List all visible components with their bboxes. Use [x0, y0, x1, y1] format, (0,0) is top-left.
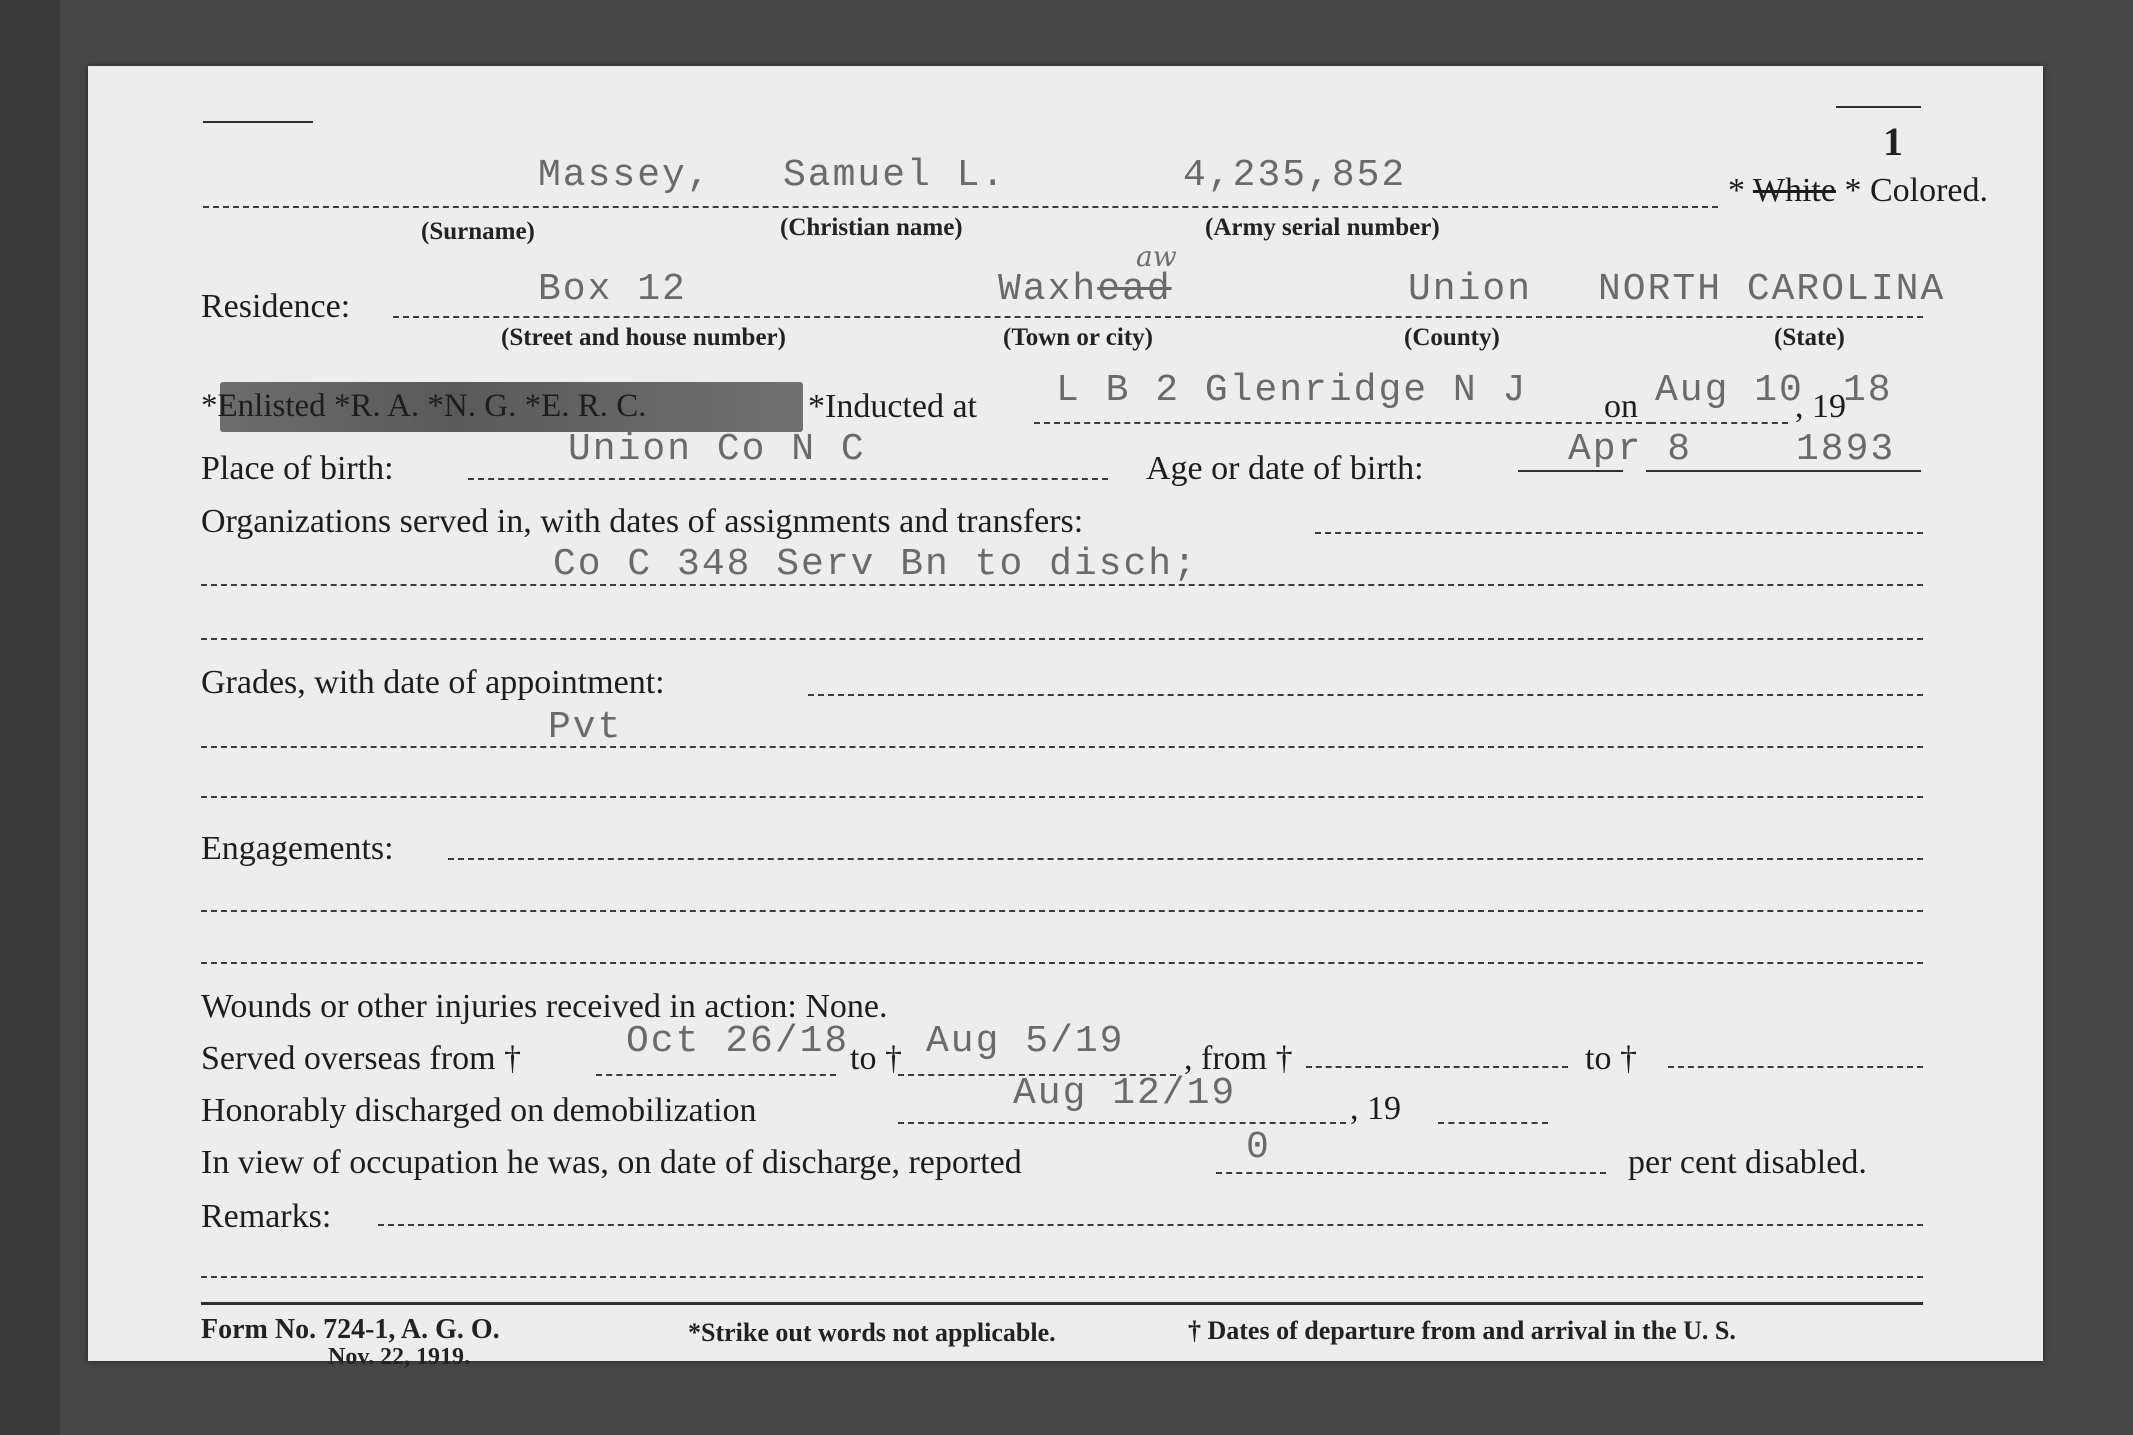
dagger-note: † Dates of departure from and arrival in the U. S.: [1188, 1316, 1736, 1345]
disability-label: In view of occupation he was, on date of discharge, reported: [201, 1144, 1022, 1181]
grades-line-1: [808, 694, 1923, 696]
disability-line: [1216, 1172, 1606, 1174]
remarks-label: Remarks:: [201, 1198, 332, 1235]
christian-name-caption: (Christian name): [780, 214, 963, 241]
engagements-line-3: [201, 962, 1923, 964]
serial-number-caption: (Army serial number): [1205, 214, 1440, 241]
remarks-line-2: [201, 1276, 1923, 1278]
organizations-value: Co C 348 Serv Bn to disch;: [553, 543, 1198, 586]
service-type-options: *Enlisted *R. A. *N. G. *E. R. C.: [201, 388, 647, 424]
draft-record-card: [88, 66, 2043, 1370]
town-struck: ead: [1097, 268, 1172, 311]
organizations-line-2: [201, 584, 1923, 586]
state-value: NORTH CAROLINA: [1598, 268, 1946, 311]
second-to-label: to †: [1585, 1040, 1637, 1077]
birthplace-value: Union Co N C: [568, 428, 866, 471]
name-line: [203, 206, 1718, 208]
form-date: Nov. 22, 1919.: [328, 1344, 471, 1370]
grades-line-2: [201, 746, 1923, 748]
form-number: Form No. 724-1, A. G. O.: [201, 1314, 500, 1345]
birthyear-value: 1893: [1796, 428, 1896, 471]
second-from-label: , from †: [1184, 1040, 1293, 1077]
surname-caption: (Surname): [421, 218, 535, 245]
town-correction: aw: [1136, 240, 1177, 273]
discharge-year-prefix: , 19: [1350, 1090, 1401, 1127]
discharge-year-line: [1438, 1122, 1548, 1124]
residence-line: [393, 316, 1923, 318]
discharge-line: [898, 1122, 1346, 1124]
engagements-line-1: [448, 858, 1923, 860]
inducted-date-line: [1650, 422, 1788, 424]
county-caption: (County): [1404, 324, 1500, 351]
street-value: Box 12: [538, 268, 687, 311]
scan-background: [0, 0, 60, 1435]
birthdate-line-b: [1646, 470, 1921, 472]
race-options: [1728, 172, 1988, 210]
wounds-label: Wounds or other injuries received in action: None.: [201, 988, 888, 1025]
birthplace-label: Place of birth:: [201, 450, 394, 487]
footer-rule: [201, 1302, 1923, 1305]
discharge-label: Honorably discharged on demobilization: [201, 1092, 757, 1129]
grade-value: Pvt: [548, 706, 623, 749]
corner-line-right: [1836, 106, 1921, 108]
overseas-label: Served overseas from †: [201, 1040, 522, 1077]
overseas-from-value: Oct 26/18: [626, 1020, 850, 1063]
card-number: 1: [1883, 119, 1903, 164]
second-to-line: [1668, 1066, 1923, 1068]
on-label: on: [1604, 388, 1638, 425]
grades-line-3: [201, 796, 1923, 798]
second-from-line: [1306, 1066, 1568, 1068]
race-white-struck: White: [1752, 172, 1836, 209]
birthdate-label: Age or date of birth:: [1146, 450, 1424, 487]
engagements-label: Engagements:: [201, 830, 394, 867]
inducted-label: *Inducted at: [808, 388, 977, 425]
race-colored: Colored.: [1869, 172, 1989, 209]
organizations-label: Organizations served in, with dates of assignments and transfers:: [201, 503, 1084, 540]
birthdate-line-a: [1518, 470, 1623, 472]
asterisk: *: [1728, 172, 1745, 209]
organizations-line-1: [1315, 532, 1923, 534]
inducted-place-value: L B 2 Glenridge N J: [1056, 369, 1528, 412]
remarks-line-1: [378, 1224, 1923, 1226]
town-caption: (Town or city): [1003, 324, 1153, 351]
birthplace-line: [468, 478, 1108, 480]
inducted-year-value: 18: [1843, 369, 1893, 412]
state-caption: (State): [1774, 324, 1845, 351]
street-caption: (Street and house number): [501, 324, 786, 351]
inducted-date-value: Aug 10: [1655, 369, 1804, 412]
serial-number-value: 4,235,852: [1183, 154, 1407, 197]
christian-name-value: Samuel L.: [783, 154, 1007, 197]
organizations-line-3: [201, 638, 1923, 640]
asterisk: *: [1844, 172, 1862, 209]
town-value: [998, 268, 1172, 311]
birthdate-value: Apr 8: [1568, 428, 1693, 471]
strike-note: *Strike out words not applicable.: [688, 1318, 1056, 1347]
discharge-date-value: Aug 12/19: [1013, 1072, 1237, 1115]
overseas-to-value: Aug 5/19: [926, 1020, 1125, 1063]
engagements-line-2: [201, 910, 1923, 912]
corner-line-left: [203, 121, 313, 123]
inducted-line: [1034, 422, 1652, 424]
surname-value: Massey,: [538, 154, 712, 197]
year-prefix: , 19: [1795, 388, 1846, 425]
overseas-from-line: [596, 1074, 836, 1076]
disability-suffix: per cent disabled.: [1628, 1144, 1867, 1181]
grades-label: Grades, with date of appointment:: [201, 664, 665, 701]
county-value: Union: [1408, 268, 1533, 311]
disability-value: 0: [1246, 1126, 1271, 1169]
town-prefix: Waxh: [998, 268, 1098, 311]
overseas-to-label: to †: [850, 1040, 902, 1077]
residence-label: Residence:: [201, 288, 351, 325]
